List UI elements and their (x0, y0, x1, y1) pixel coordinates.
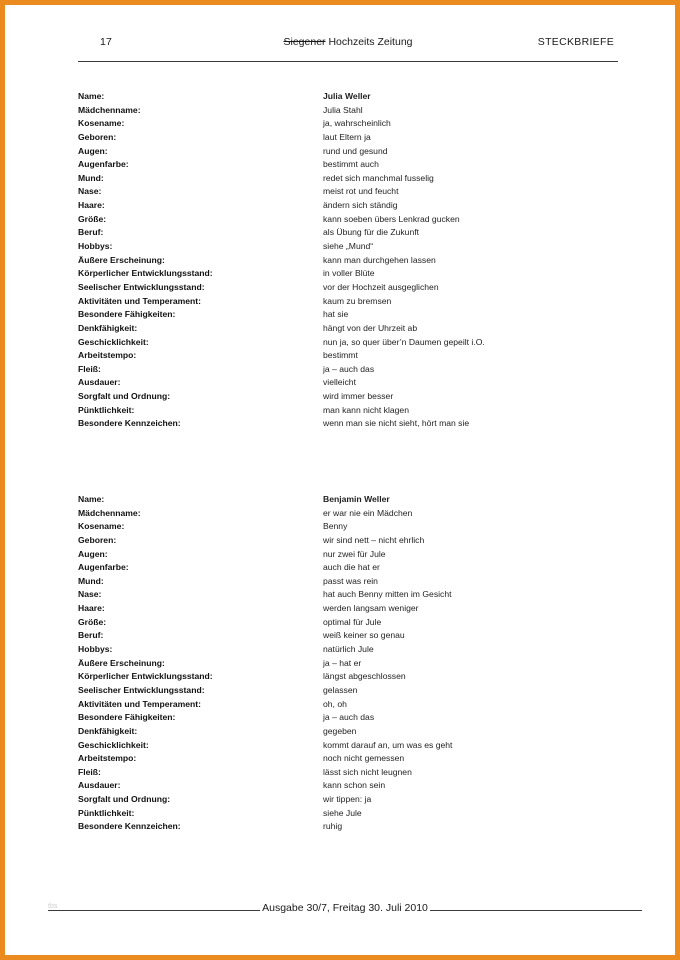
profile-field-label: Fleiß: (78, 363, 101, 374)
profile-field-value: ja – auch das (323, 712, 375, 723)
profile-row (78, 793, 618, 807)
profile-field-value: Benny (323, 521, 348, 532)
profile-field-value: ja – auch das (323, 363, 375, 374)
profile-field-label: Nase: (78, 589, 102, 600)
profile-field-label: Aktivitäten und Temperament: (78, 295, 202, 306)
header-divider (78, 61, 618, 62)
profile-row (78, 104, 618, 118)
profile-row (78, 752, 618, 766)
profile-row (78, 322, 618, 336)
profile-field-value: vielleicht (323, 377, 356, 388)
profile-field-value: noch nicht gemessen (323, 753, 405, 764)
profile-field-value: wir tippen: ja (323, 794, 372, 805)
profile-field-value: siehe „Mund“ (323, 241, 374, 252)
profile-field-value: bestimmt (323, 350, 358, 361)
profile-field-value: meist rot und feucht (323, 186, 399, 197)
profile-field-label: Pünktlichkeit: (78, 404, 135, 415)
profile-row (78, 90, 618, 104)
profile-field-label: Mädchenname: (78, 104, 141, 115)
profile-field-label: Mädchenname: (78, 507, 141, 518)
profile-field-label: Äußere Erscheinung: (78, 657, 165, 668)
profile-field-label: Ausdauer: (78, 780, 121, 791)
watermark: tbs (48, 903, 58, 910)
profile-field-label: Fleiß: (78, 766, 101, 777)
profile-row (78, 520, 618, 534)
profile-field-value: bestimmt auch (323, 159, 379, 170)
profile-field-value: längst abgeschlossen (323, 671, 406, 682)
profile-field-value: siehe Jule (323, 807, 362, 818)
profile-field-label: Augenfarbe: (78, 562, 129, 573)
profile-field-label: Denkfähigkeit: (78, 322, 138, 333)
profile-row (78, 336, 618, 350)
profile-row (78, 185, 618, 199)
profile-field-label: Größe: (78, 213, 107, 224)
profile-row (78, 711, 618, 725)
profile-field-value: hat sie (323, 309, 349, 320)
profile-row (78, 117, 618, 131)
profile-field-label: Mund: (78, 172, 104, 183)
profile-row (78, 534, 618, 548)
profile-field-value: kann soeben übers Lenkrad gucken (323, 213, 460, 224)
profile-field-label: Sorgfalt und Ordnung: (78, 794, 171, 805)
profile-field-value: lässt sich nicht leugnen (323, 766, 412, 777)
profile-row (78, 602, 618, 616)
profile-field-label: Beruf: (78, 630, 104, 641)
profile-row (78, 158, 618, 172)
profile-row (78, 670, 618, 684)
profile-row (78, 281, 618, 295)
profile-row (78, 698, 618, 712)
profile-row (78, 295, 618, 309)
profile-row (78, 226, 618, 240)
issue-info: Ausgabe 30/7, Freitag 30. Juli 2010 (262, 902, 428, 914)
profile-field-label: Pünktlichkeit: (78, 807, 135, 818)
profile-row (78, 779, 618, 793)
profile-field-value: auch die hat er (323, 562, 380, 573)
profile-field-value: laut Eltern ja (323, 131, 371, 142)
profile-row (78, 199, 618, 213)
profile-field-value: nur zwei für Jule (323, 548, 386, 559)
profile-field-label: Seelischer Entwicklungsstand: (78, 684, 205, 695)
publication-title-struck: Siegener (283, 36, 326, 48)
profile-row (78, 588, 618, 602)
profile-field-label: Äußere Erscheinung: (78, 254, 165, 265)
profile-field-label: Geschicklichkeit: (78, 739, 149, 750)
profile-row (78, 145, 618, 159)
profile-field-label: Besondere Kennzeichen: (78, 418, 181, 429)
profile-field-value: man kann nicht klagen (323, 404, 409, 415)
profile-field-label: Nase: (78, 186, 102, 197)
page-header (78, 36, 618, 62)
profile-row (78, 820, 618, 834)
profile-row (78, 575, 618, 589)
profile-field-label: Besondere Kennzeichen: (78, 821, 181, 832)
profile-field-label: Besondere Fähigkeiten: (78, 309, 176, 320)
profile-field-label: Besondere Fähigkeiten: (78, 712, 176, 723)
profile-field-value: wenn man sie nicht sieht, hört man sie (323, 418, 470, 429)
profile-field-value: vor der Hochzeit ausgeglichen (323, 281, 439, 292)
profile-field-label: Kosename: (78, 521, 125, 532)
profile-field-value: natürlich Jule (323, 644, 374, 655)
profile-field-value: oh, oh (323, 698, 347, 709)
profile-benjamin-weller (78, 493, 618, 834)
profile-field-value: kann schon sein (323, 780, 386, 791)
profile-field-label: Aktivitäten und Temperament: (78, 698, 202, 709)
profile-field-label: Geboren: (78, 534, 117, 545)
profile-field-value: redet sich manchmal fusselig (323, 172, 434, 183)
profile-field-label: Körperlicher Entwicklungsstand: (78, 268, 213, 279)
profile-field-value: ja – hat er (323, 657, 362, 668)
page-number: 17 (100, 36, 113, 48)
profile-field-label: Augen: (78, 548, 108, 559)
profile-field-value: wir sind nett – nicht ehrlich (323, 534, 425, 545)
profile-row (78, 267, 618, 281)
profile-julia-weller (78, 90, 618, 431)
profile-row (78, 390, 618, 404)
profile-field-value: ja, wahrscheinlich (323, 118, 391, 129)
profile-row (78, 493, 618, 507)
profile-row (78, 349, 618, 363)
profile-field-label: Hobbys: (78, 241, 113, 252)
profile-row (78, 240, 618, 254)
profile-field-label: Kosename: (78, 118, 125, 129)
profile-row (78, 807, 618, 821)
profile-row (78, 308, 618, 322)
profile-row (78, 404, 618, 418)
section-label: STECKBRIEFE (537, 36, 614, 48)
publication-title-rest: Hochzeits Zeitung (328, 36, 413, 48)
profile-field-value: Julia Stahl (323, 104, 363, 115)
profile-field-label: Hobbys: (78, 644, 113, 655)
profile-field-value: kaum zu bremsen (323, 295, 392, 306)
profile-field-value: gelassen (323, 684, 358, 695)
page-footer (48, 902, 642, 916)
profile-field-label: Haare: (78, 603, 105, 614)
profile-field-value: Julia Weller (323, 91, 371, 101)
profile-row (78, 561, 618, 575)
profile-field-label: Arbeitstempo: (78, 350, 137, 361)
profile-field-value: Benjamin Weller (323, 494, 390, 504)
profile-field-value: ändern sich ständig (323, 200, 398, 211)
profile-field-value: ruhig (323, 821, 343, 832)
profile-field-label: Denkfähigkeit: (78, 725, 138, 736)
profile-field-label: Geboren: (78, 131, 117, 142)
profile-field-value: weiß keiner so genau (323, 630, 405, 641)
profile-row (78, 629, 618, 643)
profile-field-label: Sorgfalt und Ordnung: (78, 391, 171, 402)
profile-row (78, 417, 618, 431)
profile-field-label: Seelischer Entwicklungsstand: (78, 281, 205, 292)
profile-field-label: Geschicklichkeit: (78, 336, 149, 347)
profile-field-value: kommt darauf an, um was es geht (323, 739, 453, 750)
profile-field-label: Mund: (78, 575, 104, 586)
profile-field-value: passt was rein (323, 575, 378, 586)
profile-field-label: Haare: (78, 200, 105, 211)
profile-row (78, 376, 618, 390)
profile-row (78, 213, 618, 227)
profile-field-value: rund und gesund (323, 145, 388, 156)
profile-field-value: hängt von der Uhrzeit ab (323, 322, 418, 333)
profile-row (78, 131, 618, 145)
profile-field-label: Augenfarbe: (78, 159, 129, 170)
profile-field-label: Größe: (78, 616, 107, 627)
profile-field-value: hat auch Benny mitten im Gesicht (323, 589, 452, 600)
profile-row (78, 684, 618, 698)
profile-field-label: Augen: (78, 145, 108, 156)
profile-field-value: als Übung für die Zukunft (323, 227, 420, 238)
profile-field-label: Körperlicher Entwicklungsstand: (78, 671, 213, 682)
profile-row (78, 725, 618, 739)
profile-field-value: kann man durchgehen lassen (323, 254, 436, 265)
profile-field-value: wird immer besser (323, 391, 394, 402)
profile-field-value: in voller Blüte (323, 268, 375, 279)
profile-row (78, 657, 618, 671)
profile-row (78, 739, 618, 753)
page-sheet (18, 18, 672, 952)
profile-row (78, 548, 618, 562)
profile-field-value: gegeben (323, 725, 357, 736)
profile-row (78, 172, 618, 186)
profile-field-value: optimal für Jule (323, 616, 382, 627)
profile-row (78, 507, 618, 521)
profile-field-value: er war nie ein Mädchen (323, 507, 413, 518)
profile-row (78, 616, 618, 630)
profile-field-label: Name: (78, 91, 105, 101)
profile-field-label: Beruf: (78, 227, 104, 238)
profile-row (78, 766, 618, 780)
profile-row (78, 363, 618, 377)
profile-row (78, 254, 618, 268)
profile-field-label: Name: (78, 494, 105, 504)
profile-field-label: Ausdauer: (78, 377, 121, 388)
profile-row (78, 643, 618, 657)
profile-field-value: nun ja, so quer über’n Daumen gepeilt i.O. (323, 336, 485, 347)
profile-field-value: werden langsam weniger (323, 603, 419, 614)
profile-field-label: Arbeitstempo: (78, 753, 137, 764)
